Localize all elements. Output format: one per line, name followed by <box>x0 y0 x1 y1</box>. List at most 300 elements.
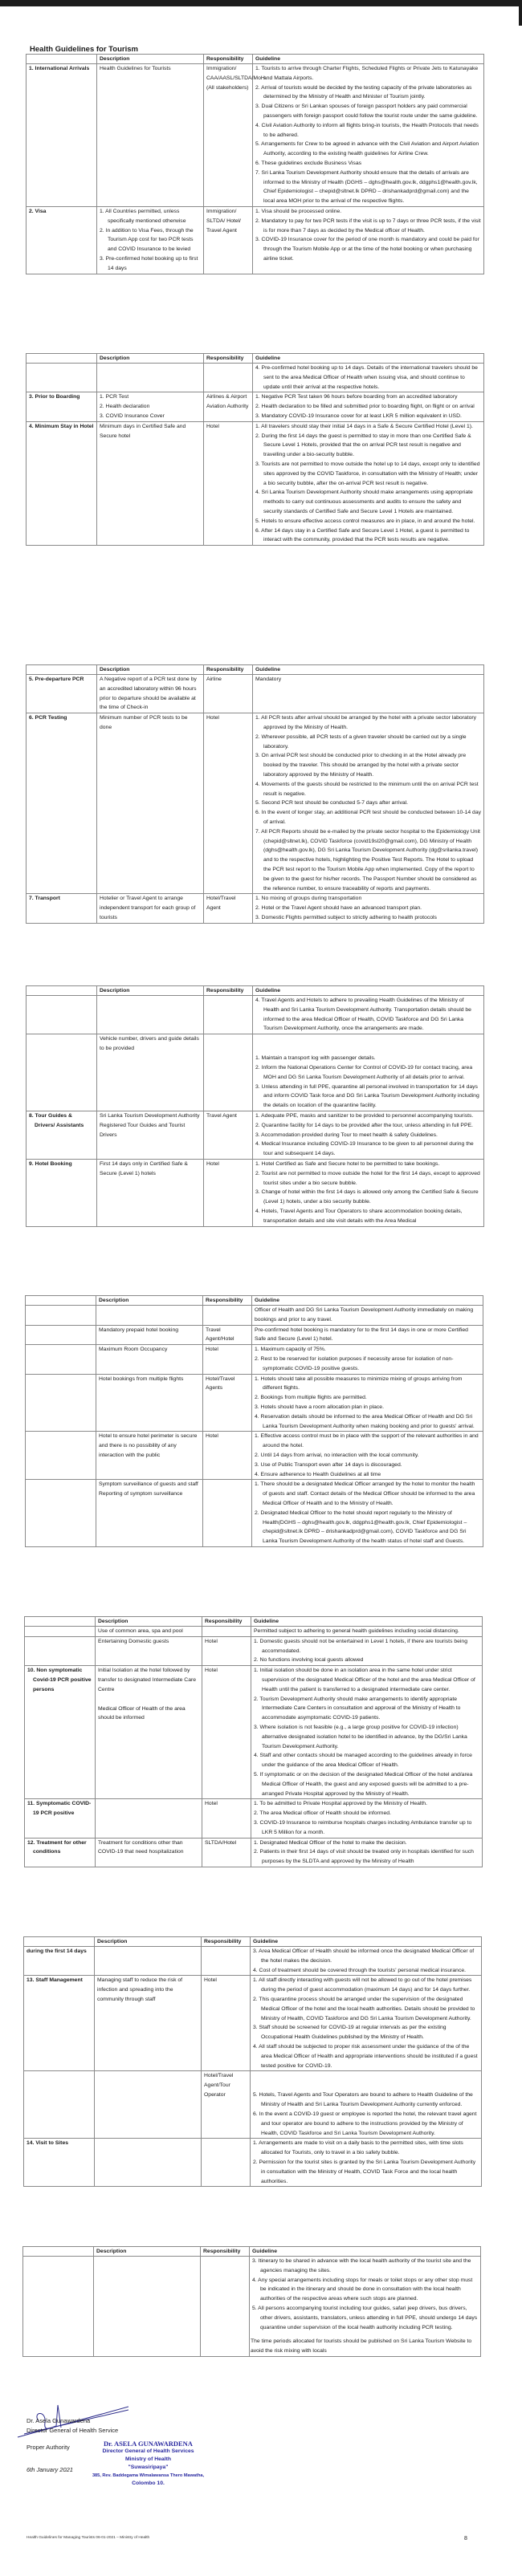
guideline-item: 3. Unless attending in full PPE, quarantine all personal involved in transportation for 14 days and inform COVID Task force and DG Sri Lanka Tourism Development Authority including the details on location of the quarantine facility. <box>255 1083 479 1109</box>
row-responsibility: Hotel <box>202 1976 251 2071</box>
row-topic: 2. Visa <box>27 206 97 274</box>
row-description <box>94 2257 201 2357</box>
row-responsibility: Hotel/Travel Agent <box>204 894 253 923</box>
row-guidelines <box>250 2257 481 2357</box>
guideline-item: 3. Tourists are not permitted to move outside the hotel up to 14 days, except only to identified sites approved by the COVID Taskforce, in consultation with the Ministry of Health; under a bio security bubble, after the on-arrival PCR test result is negative. <box>255 461 480 486</box>
row-guidelines <box>251 1838 483 1867</box>
column-header: Guideline <box>253 55 484 64</box>
row-guidelines <box>253 894 484 923</box>
table-header-row <box>27 986 484 996</box>
description-item: Use of common area, spa and pool <box>98 1628 183 1634</box>
guideline-item: 3. Domestic Flights permitted subject to strictly adhering to health protocols <box>255 914 437 920</box>
row-guidelines <box>253 206 484 274</box>
guideline-item: 1. Adequate PPE, masks and sanitizer to be provided to personnel accompanying tourists. <box>255 1112 474 1119</box>
column-header: Description <box>97 55 204 64</box>
row-guidelines <box>251 1666 483 1799</box>
row-guidelines <box>252 1374 483 1432</box>
row-responsibility: Hotel <box>202 1666 251 1799</box>
guideline-item: 4. Staff and other contacts should be managed according to the guidelines already in force under the guidance of the area Medical Officer of Health. <box>254 1753 472 1769</box>
description-item: 3. COVID Insurance Cover <box>100 412 165 419</box>
guideline-item: 4. Movements of the guests should be restricted to the minimum until the on arrival PCR test result is negative. <box>255 781 479 797</box>
table-header-row <box>27 665 484 675</box>
table-row <box>27 713 484 894</box>
column-header: Description <box>97 665 204 675</box>
guideline-item: 6. In the event a COVID-19 guest or employee is reported the hotel, the relevant travel agent and tour operator are bound to adhere to the instructions provided by the Ministry of Health, COVID Taskforce and Sri Lanka Tourism Development Authority. <box>253 2111 477 2136</box>
row-description <box>97 894 204 923</box>
row-description <box>97 364 204 392</box>
guideline-item: 2. Patients in their first 14 days of visit should be treated only in hospitals identified for such purposes by the SLDTA and approved by the Ministry of Health <box>254 1849 474 1865</box>
description-item: Sri Lanka Tourism Development Authority Registered Tour Guides and Tourist Drivers <box>100 1112 200 1138</box>
description-item: A Negative report of a PCR test done by an accredited laboratory within 96 hours prior to departure should be available at the time of Check-in <box>100 677 197 711</box>
column-header: Description <box>97 986 204 996</box>
stamp-line: 385, Rev. Baddegama Wimalawansa Thero Mawatha, <box>92 2473 205 2478</box>
description-item: Reporting of symptom surveillance <box>99 1491 183 1497</box>
row-guidelines <box>253 1034 484 1111</box>
guideline-table <box>26 54 484 274</box>
table-row <box>26 1325 483 1345</box>
table-row <box>27 1159 484 1226</box>
row-description <box>97 713 204 894</box>
description-item: Symptom surveillance of guests and staff <box>99 1481 198 1488</box>
stamp-line: Ministry of Health <box>124 2456 172 2462</box>
guideline-item: 3. Dual Citizens or Sri Lankan spouses of foreign passport holders any paid commercial passengers with foreign passport could follow the tourist route under the same guideline. <box>255 104 478 119</box>
guideline-item: 3. Hotels should have a room allocation plan in place. <box>255 1404 384 1410</box>
guideline-item: 1. Hotel Certified as Safe and Secure hotel to be permitted to take bookings. <box>255 1160 440 1167</box>
guideline-item: 1. Negative PCR Test taken 96 hours before boarding from an accredited laboratory <box>255 394 458 400</box>
guideline-item: 1. No mixing of groups during transportation <box>255 896 362 902</box>
signatory-position: Director General of Health Service <box>27 2427 119 2434</box>
page-footer: Health Guidelines for Managing Tourists 06-01-2021 – Ministry of Health <box>27 2536 150 2540</box>
official-stamp <box>90 2440 206 2488</box>
row-responsibility <box>204 364 253 392</box>
guideline-item: 2. Rest to be reserved for isolation purposes if necessity arose for isolation of non-symptomatic COVID-19 positive guests. <box>255 1355 454 1371</box>
row-topic: 9. Hotel Booking <box>27 1159 97 1226</box>
description-item: Mandatory prepaid hotel booking <box>99 1327 178 1333</box>
row-responsibility: Hotel <box>204 421 253 545</box>
row-description <box>97 392 204 421</box>
guideline-item: 2. This quarantine process should be arranged under the supervision of the designated Medical Officer of the hotel and the local health authorities. Details should be provided to Ministry of Health, COVID Taskforce and DG Sri Lanka Tourism Development Authority. <box>253 1996 475 2021</box>
guideline-item: 2. During the first 14 days the guest is permitted to stay in more than one Certified Safe & Secure Level 1 Hotels, provided that the on arrival PCR test result is negative and travelling under a bio-security bubble. <box>255 433 471 458</box>
guideline-item: 2. The area Medical officer of Health should be informed. <box>254 1810 391 1817</box>
row-responsibility: Immigration/ SLTDA/ Hotel/ Travel Agent <box>204 206 253 274</box>
column-header: Responsibility <box>202 1617 251 1627</box>
table-row <box>25 1666 483 1799</box>
row-description <box>97 206 204 274</box>
row-topic: 4. Minimum Stay in Hotel <box>27 421 97 545</box>
column-header <box>24 1937 95 1947</box>
column-header <box>27 986 97 996</box>
column-header: Guideline <box>253 986 484 996</box>
column-header: Description <box>95 1937 202 1947</box>
guideline-item: 3. Use of Public Transport even after 14 days is discouraged. <box>255 1461 402 1468</box>
guideline-item: 1. Visa should be processed online. <box>255 208 342 214</box>
description-item: 1. PCR Test <box>100 394 129 400</box>
table-row <box>24 2071 482 2139</box>
row-guidelines <box>253 1159 484 1226</box>
guideline-item: 1. Domestic guests should not be entertained in Level 1 hotels, if there are tourists being accommodated. <box>254 1638 467 1654</box>
table-row <box>26 1306 483 1326</box>
row-responsibility: SLTDA/Hotel <box>202 1838 251 1867</box>
row-guidelines <box>253 421 484 545</box>
row-description <box>95 1976 202 2071</box>
row-description <box>97 1034 204 1111</box>
row-responsibility: Hotel <box>204 1159 253 1226</box>
description-item: Initial Isolation at the hotel followed by transfer to designated Intermediate Care Centre <box>98 1668 197 1692</box>
row-description <box>96 1636 202 1665</box>
guideline-item: 2. Hotel or the Travel Agent should have an advanced transport plan. <box>255 905 422 912</box>
guideline-item: 5. Hotels to ensure effective access control measures are in place, in and around the hotel. <box>255 518 475 524</box>
guideline-item: 2. Bookings from multiple flights are permitted. <box>255 1395 367 1401</box>
row-responsibility <box>202 1947 251 1976</box>
column-header: Responsibility <box>201 2247 250 2257</box>
row-guidelines <box>251 2139 482 2187</box>
description-item: Hotelier or Travel Agent to arrange independent transport for each group of tourists <box>100 896 196 920</box>
guideline-item: 5. If symptomatic or on the decision of the designated Medical Officer of the hotel and/area Medical Officer of Health, the guest and any exposed guests will be admitted to a pre-arranged Private Hospital approved by the Ministry of Health. <box>254 1771 473 1797</box>
row-description <box>97 1159 204 1226</box>
row-guidelines <box>252 1345 483 1374</box>
row-topic: 14. Visit to Sites <box>24 2139 95 2187</box>
description-item: Managing staff to reduce the risk of infection and spreading into the community through staff <box>97 1977 183 2002</box>
guideline-item: 5. Second PCR test should be conducted 5-7 days after arrival. <box>255 800 409 807</box>
guideline-item: Mandatory <box>255 677 282 682</box>
column-header: Guideline <box>252 1296 483 1306</box>
guideline-item: Permitted subject to adhering to general health guidelines including social distancing. <box>254 1628 459 1634</box>
guideline-item: 4. Hotels, Travel Agents and Tour Operators to share accommodation booking details, transportation details and site visit details with the Area Medical <box>255 1208 463 1224</box>
row-guidelines <box>251 1799 483 1838</box>
guideline-item: 6. These guidelines exclude Business Visas <box>255 160 361 166</box>
guideline-item: 1. Hotels should take all possible measures to minimize mixing of groups arriving from different flights. <box>255 1375 463 1392</box>
guideline-item: Officer of Health and DG Sri Lanka Tourism Development Authority immediately on making bookings and prior to any travel. <box>255 1307 474 1323</box>
description-item: Vehicle number, drivers and guide details to be provided <box>100 1036 199 1051</box>
row-topic: 6. PCR Testing <box>27 713 97 894</box>
column-header: Description <box>97 354 204 364</box>
stamp-line: "Suwasiripaya" <box>128 2464 169 2470</box>
row-guidelines <box>253 64 484 207</box>
row-guidelines <box>251 1976 482 2071</box>
row-topic <box>24 2071 95 2139</box>
row-responsibility <box>203 1306 252 1326</box>
table-row <box>27 64 484 207</box>
column-header <box>26 1296 96 1306</box>
column-header: Guideline <box>251 1617 483 1627</box>
row-topic: during the first 14 days <box>24 1947 95 1976</box>
guideline-item: 2. Tourism Development Authority should make arrangements to identify appropriate Intermediate Care Centers in consultation and approval of the Ministry of Health to accommodate asymptomatic COVID-19 patients. <box>254 1696 461 1721</box>
row-description <box>97 996 204 1034</box>
column-header <box>25 1617 96 1627</box>
description-item: Medical Officer of Health of the area should be informed <box>98 1705 186 1721</box>
document-title: Health Guidelines for Tourism <box>30 45 138 54</box>
row-topic <box>26 1480 96 1547</box>
row-description <box>97 64 204 207</box>
row-description <box>96 1627 202 1637</box>
column-header: Responsibility <box>204 665 253 675</box>
column-header <box>27 665 97 675</box>
row-responsibility: Airlines & Airport Aviation Authority <box>204 392 253 421</box>
row-topic: 5. Pre-departure PCR <box>27 675 97 713</box>
guideline-item: 1. To be admitted to Private Hospital approved by the Ministry of Health. <box>254 1801 427 1807</box>
stamp-line: Dr. ASELA GUNAWARDENA <box>104 2440 193 2448</box>
guideline-item: 4. Civil Aviation Authority to inform all flights bring-in tourists, the Health Protocols that needs to be adhered. <box>255 122 479 138</box>
table-header-row <box>27 55 484 64</box>
description-item: Maximum Room Occupancy <box>99 1347 168 1353</box>
description-item: Hotel bookings from multiple flights <box>99 1375 184 1382</box>
row-responsibility <box>204 996 253 1034</box>
row-responsibility: Immigration/ CAA/AASL/SLTDA/MoH (All stakeholders) <box>204 64 253 207</box>
guideline-item: 3. Where isolation is not feasible (e.g., a large group positive for COVID-19 infection) alternative designated isolation hotel to be identified in advance, by the DG/Sri Lanka Tourism Development Authority. <box>254 1724 467 1749</box>
guideline-table <box>25 1295 483 1547</box>
table-header-row <box>23 2247 481 2257</box>
row-topic <box>27 364 97 392</box>
row-responsibility <box>203 1480 252 1547</box>
guideline-item: 3. COVID-19 Insurance cover for the period of one month is mandatory and could be paid for through the Tourism Mobile App or at the time of the hotel booking or when purchasing airline ticket. <box>255 237 479 262</box>
guideline-item: 2. Until 14 days from arrival, no interaction with the local community. <box>255 1452 419 1458</box>
stamp-line: Director General of Health Services <box>102 2448 194 2454</box>
table-row <box>27 206 484 274</box>
row-description <box>97 421 204 545</box>
guideline-item: 4. All staff should be subjected to proper risk assessment under the guidance of the of the area Medical Officer of Health and appropriate interventions should be instituted if a guest tested positive for COVID-19. <box>253 2043 478 2069</box>
guideline-item: 7. Sri Lanka Tourism Development Authority should ensure that the details of arrivals are informed to the Ministry of Health (DGHS – dghs@health.gov.lk, ddgphs1@health.gov.lk, Chief Epidemiologist – chepid@sltnet.lk DPRD – drishankadprd@gmail.com) and the local area MOH prior to the arrival of the respective flights. <box>255 169 478 205</box>
guideline-item: 4. Any special arrangements including stops for meals or toilet stops or any other stop must be indicated in the itinerary and should be done in consultation with the local health authorities of the respective areas where such stops are planned. <box>252 2277 473 2302</box>
guideline-item: 2. Health declaration to be filled and submitted prior to boarding flight, on flight or on arrival <box>255 404 475 410</box>
table-row <box>27 1111 484 1159</box>
guideline-item: 3. Accommodation provided during Tour to meet health & safety Guidelines. <box>255 1132 438 1138</box>
guideline-item: 2. Designated Medical Officer to the hotel should report regularly to the Ministry of Health(DGHS – dghs@health.gov.lk, ddgphs1@health.gov.lk, Chief Epidemiologist – chepid@sltnet.lk DPRD – drishankadprd@gmail.com), COVID Taskforce and DG Sri Lanka Tourism Development Authority of the health status of hotel staff and Guests. <box>255 1509 467 1545</box>
guideline-item: 1. All travelers should stay their initial 14 days in a Safe & Secure Certified Hotel (Level 1). <box>255 423 473 429</box>
row-guidelines <box>253 364 484 392</box>
guideline-item: 1. Maintain a transport log with passenger details. <box>255 1055 376 1062</box>
row-responsibility <box>201 2257 250 2357</box>
table-row <box>26 1480 483 1547</box>
guideline-item: 2. Wherever possible, all PCR tests of a given traveler should be carried out by a single laboratory. <box>255 733 467 750</box>
guideline-item: 4. Cost of treatment should be covered through the tourists' personal medical insurance. <box>253 1967 467 1973</box>
row-topic <box>25 1636 96 1665</box>
guideline-table <box>24 1616 483 1867</box>
column-header: Guideline <box>253 665 484 675</box>
row-topic: 10. Non symptomatic Covid-19 PCR positive persons <box>25 1666 96 1799</box>
guideline-item: 7. All PCR Reports should be e-mailed by the private sector hospital to the Epidemiology Unit (chepid@sltnet.lk), COVID Taskforce (covid19sl20@gmail.com), DG Ministry of Health (dghs@health.gov.lk), DG Sri Lanka Tourism Development Authority (dg@srilanka.travel) and to the respective hotels, highlighting the Positive Test Reports. The Hotel to upload the PCR test report to the Tourism Mobile App when implemented. Copy of the report to be given to the guest for his/her records. The Passport Number should be considered as the reference number, to ensure traceability of reports and payments. <box>255 828 480 892</box>
column-header: Guideline <box>250 2247 481 2257</box>
guideline-item: 3. Staff should be screened for COVID-19 at regular intervals as per the existing Occupational Health Guidelines published by the Ministry of Health. <box>253 2025 447 2041</box>
description-item: First 14 days only in Certified Safe & Secure (Level 1) hotels <box>100 1160 188 1176</box>
row-guidelines <box>251 1947 482 1976</box>
description-item: Minimum number of PCR tests to be done <box>100 715 188 730</box>
guideline-item: 3. Itinerary to be shared in advance with the local health authority of the tourist site and the agencies managing the sites. <box>252 2258 471 2273</box>
row-description <box>97 1111 204 1159</box>
signature-date: 6th January 2021 <box>27 2466 73 2473</box>
description-item: Hotel to ensure hotel perimeter is secure and there is no possibility of any interaction with the public <box>99 1433 198 1458</box>
row-responsibility: Hotel/Travel Agent/Tour Operator <box>202 2071 251 2139</box>
table-row <box>27 996 484 1034</box>
row-description <box>96 1306 203 1326</box>
row-guidelines <box>251 2071 482 2139</box>
row-guidelines <box>253 996 484 1034</box>
guideline-item: 2. Inform the National Operations Center for Control of COVID-19 for contact tracing, area MOH and DG Sri Lanka Tourism Development Authority of all details prior to arrival. <box>255 1064 473 1080</box>
table-row <box>25 1838 483 1867</box>
guideline-item: Pre-confirmed hotel booking is mandatory for to the first 14 days in one or more Certified Safe and Secure (Level 1) hotel. <box>255 1327 468 1343</box>
row-guidelines <box>251 1627 483 1637</box>
row-description <box>96 1838 202 1867</box>
guideline-item: 3. On arrival PCR test should be conducted prior to checking in at the Hotel already pre booked by the traveler. This should be arranged by the hotel with a private sector laboratory approved by the Ministry of Health. <box>255 753 467 778</box>
row-responsibility <box>204 1034 253 1111</box>
stamp-line: Colombo 10. <box>132 2481 165 2486</box>
guideline-item: 5. All persons accompanying tourist including tour guides, safari jeep drivers, bus drivers, other drivers, assistants, translators, unless attending in full PPE, should undergo 14 days quarantine under supervision of the local health authority including PCR testing. <box>252 2305 478 2330</box>
row-topic: 12. Treatment for other conditions <box>25 1838 96 1867</box>
table-row <box>27 1034 484 1111</box>
table-row <box>24 1947 482 1976</box>
guideline-item: 3. COVID-19 Insurance to reimburse hospitals charges including Ambulance transfer up to LKR 5 Million for a month. <box>254 1819 472 1835</box>
row-topic: 3. Prior to Boarding <box>27 392 97 421</box>
row-description <box>96 1799 202 1838</box>
row-topic <box>26 1306 96 1326</box>
guideline-item: 4. Ensure adherence to Health Guidelines at all time <box>255 1471 381 1477</box>
guideline-item: 3. Mandatory COVID-19 Insurance cover for at least LKR 5 million equivalent in USD. <box>255 412 462 419</box>
table-row <box>25 1799 483 1838</box>
column-header: Responsibility <box>203 1296 252 1306</box>
guideline-item: 1. Effective access control must be in place with the support of the relevant authorities in and around the hotel. <box>255 1433 479 1449</box>
proper-authority-label: Proper Authority <box>27 2444 70 2451</box>
row-guidelines <box>253 713 484 894</box>
guideline-item: 4. Sri Lanka Tourism Development Authority should make arrangements using appropriate methods to carry out continuous assessments and audits to ensure the safety and security standards of Certified Safe and Secure Level 1 Hotels are maintained. <box>255 490 473 514</box>
guideline-item: 2. Quarantine facility for 14 days to be provided after the tour, unless attending in full PPE. <box>255 1122 473 1128</box>
row-responsibility: Travel Agent <box>204 1111 253 1159</box>
row-topic <box>26 1345 96 1374</box>
guideline-item: 6. After 14 days stay in a Certified Safe and Secure Level 1 Hotel, a guest is permitted to interact with the community, provided that the PCR tests results are negative. <box>255 527 470 543</box>
guideline-item: 2. Permission for the tourist sites is granted by the Sri Lanka Tourism Development Authority in consultation with the Ministry of Health, COVID Task Force and the local health authorities. <box>253 2159 476 2184</box>
row-topic <box>27 996 97 1034</box>
row-responsibility: Hotel <box>203 1345 252 1374</box>
table-row <box>24 1976 482 2071</box>
row-description <box>96 1325 203 1345</box>
guideline-item: 2. No functions involving local guests allowed <box>254 1657 364 1664</box>
table-row <box>27 364 484 392</box>
table-row <box>25 1636 483 1665</box>
guideline-table <box>26 664 484 924</box>
viewer-scrollbar[interactable] <box>519 6 522 26</box>
row-topic <box>25 1627 96 1637</box>
table-row <box>27 675 484 713</box>
row-guidelines <box>252 1306 483 1326</box>
guideline-item: 4. Travel Agents and Hotels to adhere to prevailing Health Guidelines of the Ministry of Health and Sri Lanka Tourism Development Authority. Transportation details should be informed to the area Medical Officer of Health, COVID Taskforce and DG Sri Lanka Tourism Development Authority, once the arrangements are made. <box>255 997 471 1032</box>
table-header-row <box>24 1937 482 1947</box>
row-description <box>96 1666 202 1799</box>
row-responsibility: Hotel <box>202 1799 251 1838</box>
row-topic <box>26 1374 96 1432</box>
guideline-item: 1. All staff directly interacting with guests will not be allowed to go out of the hotel premises during the period of guest accommodation (maximum 14 days) and for 14 days further. <box>253 1977 472 1993</box>
row-responsibility: Hotel <box>202 1636 251 1665</box>
row-guidelines <box>253 392 484 421</box>
column-header: Description <box>96 1296 203 1306</box>
guideline-item: 4. Pre-confirmed hotel booking up to 14 days. Details of the international travelers should be sent to the area Medical Officer of Health when issuing visa, and should continue to update until their arrival at the respective hotels. <box>255 365 478 390</box>
guideline-item: 1. Designated Medical Officer of the hotel to make the decision. <box>254 1839 407 1846</box>
column-header: Description <box>94 2247 201 2257</box>
signatory-name: Dr. Asela Gunawardena <box>27 2417 91 2424</box>
row-responsibility <box>202 1627 251 1637</box>
row-guidelines <box>252 1432 483 1480</box>
guideline-item: 2. Mandatory to pay for two PCR tests if the visit is up to 7 days or three PCR tests, if the visit is for more than 7 days as decided by the Medical officer of Health. <box>255 217 481 234</box>
description-item: 2. In addition to Visa Fees, through the Tourism App cost for two PCR tests and COVID Insurance to be levied <box>100 227 194 253</box>
guideline-item: 4. Reservation details should be informed to the area Medical Officer of Health and DG Sri Lanka Tourism Development Authority when making booking and prior to guests' arrival. <box>255 1413 475 1429</box>
guideline-item: 1. There should be a designated Medical Officer arranged by the hotel to monitor the health of guests and staff. Contact details of the Medical Officer should be informed to the area Medical Officer of Health and to the Ministry of Health. <box>255 1481 475 1506</box>
guideline-item: 2. Arrival of tourists would be decided by the testing capacity of the private laboratories as determined by the Ministry of Health and Minister of Tourism jointly. <box>255 84 472 100</box>
row-responsibility <box>202 2139 251 2187</box>
guideline-item: 3. Change of hotel within the first 14 days is allowed only among the Certified Safe & Secure (Level 1) hotels, under a bio security bubble. <box>255 1189 479 1205</box>
guideline-note: The time periods allocated for tourists should be published on Sri Lanka Tourism Website to avoid the risk mixing with locals <box>251 2338 472 2355</box>
column-header: Guideline <box>251 1937 482 1947</box>
row-topic <box>27 1034 97 1111</box>
row-topic: 13. Staff Management <box>24 1976 95 2071</box>
row-description <box>95 1947 202 1976</box>
row-description <box>96 1432 203 1480</box>
description-item: Treatment for conditions other than COVID-19 that need hospitalization <box>98 1839 184 1855</box>
row-responsibility: Hotel/Travel Agents <box>203 1374 252 1432</box>
row-description <box>96 1480 203 1547</box>
guideline-item: 1. Tourists to arrive through Charter Flights, Scheduled Flights or Private Jets to Katunayake and Mattala Airports. <box>255 66 479 81</box>
guideline-item: 3. Area Medical Officer of Health should be informed once the designated Medical Officer of the hotel makes the decision. <box>253 1948 475 1964</box>
guideline-table <box>22 2246 481 2357</box>
guideline-item: 1. Initial isolation should be done in an isolation area in the same hotel under strict supervision of the designated Medical Officer of the hotel and the area Medical Officer of Health until the patient is transferred to a designated intermediate care center. <box>254 1668 475 1692</box>
row-topic: 7. Transport <box>27 894 97 923</box>
guideline-item: 5. Hotels, Travel Agents and Tour Operators are bound to adhere to Health Guideline of the Ministry of Health and Sri Lanka Tourism Development Authority currently enforced. <box>253 2092 473 2108</box>
description-item: Minimum days in Certified Safe and Secure hotel <box>100 423 186 439</box>
column-header: Responsibility <box>204 986 253 996</box>
table-row <box>26 1374 483 1432</box>
guideline-table <box>26 985 484 1227</box>
page-number: 8 <box>464 2536 467 2541</box>
row-guidelines <box>252 1480 483 1547</box>
description-item: 3. Pre-confirmed hotel booking up to first 14 days <box>100 255 198 271</box>
guideline-item: 4. Medical Insurance including COVID-19 Insurance to be given to all personnel during the tour and subsequent 14 days. <box>255 1141 474 1157</box>
table-row <box>26 1432 483 1480</box>
column-header <box>27 354 97 364</box>
description-item: 1. All Countries permitted, unless specifically mentioned otherwise <box>100 208 186 224</box>
guideline-item: 2. Tourist are not permitted to move outside the hotel for the first 14 days, except to approved tourist sites under a bio secure bubble. <box>255 1170 480 1186</box>
table-row <box>27 421 484 545</box>
description-item: 2. Health declaration <box>100 404 150 410</box>
row-topic: 8. Tour Guides & Drivers/ Assistants <box>27 1111 97 1159</box>
row-responsibility: Hotel <box>203 1432 252 1480</box>
row-guidelines <box>253 1111 484 1159</box>
viewer-top-bar <box>0 0 522 6</box>
table-row <box>27 392 484 421</box>
column-header: Description <box>96 1617 202 1627</box>
table-row <box>23 2257 481 2357</box>
row-guidelines <box>251 1636 483 1665</box>
row-guidelines <box>252 1325 483 1345</box>
table-header-row <box>25 1617 483 1627</box>
row-description <box>97 675 204 713</box>
row-responsibility: Airline <box>204 675 253 713</box>
guideline-item: 1. Maximum capacity of 75%. <box>255 1347 326 1353</box>
guideline-item: 5. Arrangements for Crew to be agreed in advance with the Civil Aviation and Airport Aviation Authority, according to the existing health guidelines for Airline Crew. <box>255 141 479 157</box>
table-header-row <box>27 354 484 364</box>
guideline-table <box>26 353 484 546</box>
row-responsibility: Hotel <box>204 713 253 894</box>
table-row <box>26 1345 483 1374</box>
row-topic <box>26 1325 96 1345</box>
guideline-item: 1. All PCR tests after arrival should be arranged by the hotel with a private sector laboratory approved by the Ministry of Health. <box>255 715 477 730</box>
column-header: Responsibility <box>204 55 253 64</box>
table-header-row <box>26 1296 483 1306</box>
column-header: Responsibility <box>202 1937 251 1947</box>
column-header <box>23 2247 94 2257</box>
row-description <box>96 1345 203 1374</box>
row-responsibility: Travel Agent/Hotel <box>203 1325 252 1345</box>
row-topic: 1. International Arrivals <box>27 64 97 207</box>
guideline-item: 6. In the event of longer stay, an additional PCR test should be conducted between 10-14 day of arrival. <box>255 810 481 825</box>
row-topic <box>26 1432 96 1480</box>
description-item: Entertaining Domestic guests <box>98 1638 169 1644</box>
column-header: Guideline <box>253 354 484 364</box>
